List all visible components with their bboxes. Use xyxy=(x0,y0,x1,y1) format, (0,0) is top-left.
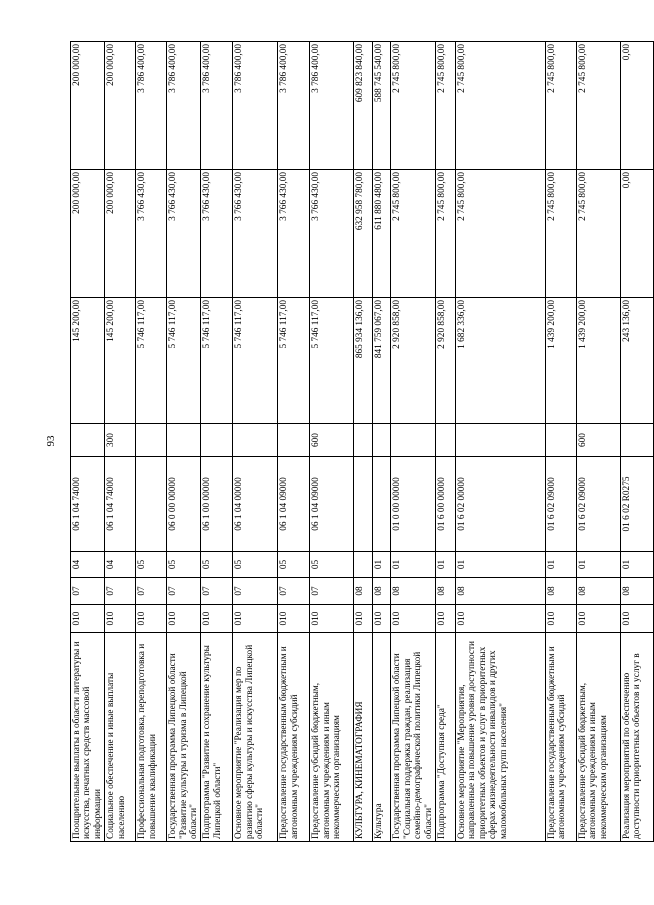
section-code: 07 xyxy=(278,578,310,605)
table-body xyxy=(71,42,654,842)
row-name: Подпрограмма "Доступная среда" xyxy=(436,633,456,842)
amount-year-2: 632 958 780,00 xyxy=(354,170,373,298)
admin-code: 010 xyxy=(201,605,233,633)
amount-year-3: 200 000,00 xyxy=(105,42,136,170)
amount-year-1: 2 920 858,00 xyxy=(436,298,456,424)
admin-code: 010 xyxy=(456,605,546,633)
row-name: Основное мероприятие "Мероприятия, направленные на повышение уровня доступности приоритетных объектов и услуг в приоритетных сферах жизнедеятельности инвалидов и других маломобильных групп населения" xyxy=(456,633,546,842)
amount-year-2: 2 745 800,00 xyxy=(391,170,436,298)
expense-type-code xyxy=(456,424,546,457)
section-code: 08 xyxy=(456,578,546,605)
section-code: 08 xyxy=(436,578,456,605)
amount-year-2: 611 880 480,00 xyxy=(373,170,391,298)
subsection-code: 05 xyxy=(278,552,310,578)
expense-type-code: 300 xyxy=(105,424,136,457)
subsection-code: 05 xyxy=(167,552,201,578)
subsection-code: 05 xyxy=(136,552,167,578)
section-code: 07 xyxy=(167,578,201,605)
subsection-code: 01 xyxy=(391,552,436,578)
amount-year-1: 5 746 117,00 xyxy=(310,298,354,424)
amount-year-3: 2 745 800,00 xyxy=(577,42,621,170)
amount-year-2: 3 766 430,00 xyxy=(167,170,201,298)
amount-year-3: 609 823 840,00 xyxy=(354,42,373,170)
table-row xyxy=(278,42,310,842)
budget-table xyxy=(70,41,654,842)
row-name: Подпрограмма "Развитие и сохранение культуры Липецкой области" xyxy=(201,633,233,842)
table-row xyxy=(577,42,621,842)
admin-code: 010 xyxy=(577,605,621,633)
amount-year-1: 5 746 117,00 xyxy=(136,298,167,424)
amount-year-2: 2 745 800,00 xyxy=(546,170,577,298)
target-item-code: 06 1 04 74000 xyxy=(71,457,105,552)
table-row xyxy=(167,42,201,842)
admin-code: 010 xyxy=(391,605,436,633)
amount-year-2: 200 000,00 xyxy=(105,170,136,298)
amount-year-1: 841 759 067,00 xyxy=(373,298,391,424)
subsection-code: 01 xyxy=(456,552,546,578)
amount-year-1: 5 746 117,00 xyxy=(167,298,201,424)
expense-type-code xyxy=(136,424,167,457)
admin-code: 010 xyxy=(136,605,167,633)
amount-year-2: 0,00 xyxy=(621,170,654,298)
admin-code: 010 xyxy=(436,605,456,633)
row-name: Предоставление субсидий бюджетным, автономным учреждениям и иным некоммерческим организациям xyxy=(577,633,621,842)
admin-code: 010 xyxy=(71,605,105,633)
amount-year-2: 200 000,00 xyxy=(71,170,105,298)
row-name: Основное мероприятие "Реализация мер по развитию сферы культуры и искусства Липецкой области" xyxy=(233,633,278,842)
row-name: Предоставление государственным бюджетным и автономным учреждениям субсидий xyxy=(546,633,577,842)
amount-year-3: 3 786 400,00 xyxy=(278,42,310,170)
amount-year-3: 3 786 400,00 xyxy=(201,42,233,170)
amount-year-3: 3 786 400,00 xyxy=(233,42,278,170)
target-item-code: 01 6 02 09000 xyxy=(546,457,577,552)
row-name: Социальное обеспечение и иные выплаты населению xyxy=(105,633,136,842)
target-item-code: 01 6 02 R0275 xyxy=(621,457,654,552)
admin-code: 010 xyxy=(278,605,310,633)
amount-year-3: 0,00 xyxy=(621,42,654,170)
amount-year-1: 5 746 117,00 xyxy=(233,298,278,424)
section-code: 07 xyxy=(136,578,167,605)
table-row xyxy=(310,42,354,842)
admin-code: 010 xyxy=(373,605,391,633)
target-item-code: 01 6 00 00000 xyxy=(436,457,456,552)
target-item-code: 01 6 02 09000 xyxy=(577,457,621,552)
row-name: Государственная программа Липецкой области "Развитие культуры и туризма в Липецкой области" xyxy=(167,633,201,842)
target-item-code xyxy=(136,457,167,552)
expense-type-code xyxy=(373,424,391,457)
table-row xyxy=(136,42,167,842)
target-item-code: 06 1 04 74000 xyxy=(105,457,136,552)
subsection-code: 05 xyxy=(310,552,354,578)
amount-year-3: 3 786 400,00 xyxy=(310,42,354,170)
amount-year-2: 3 766 430,00 xyxy=(136,170,167,298)
subsection-code: 05 xyxy=(233,552,278,578)
expense-type-code xyxy=(167,424,201,457)
subsection-code: 01 xyxy=(546,552,577,578)
expense-type-code xyxy=(436,424,456,457)
page-number: 93 xyxy=(45,435,57,447)
subsection-code: 01 xyxy=(436,552,456,578)
table-row xyxy=(456,42,546,842)
section-code: 08 xyxy=(546,578,577,605)
target-item-code xyxy=(373,457,391,552)
admin-code: 010 xyxy=(354,605,373,633)
target-item-code: 01 0 00 00000 xyxy=(391,457,436,552)
row-name: Профессиональная подготовка, переподготовка и повышение квалификации xyxy=(136,633,167,842)
subsection-code xyxy=(354,552,373,578)
amount-year-3: 2 745 800,00 xyxy=(546,42,577,170)
subsection-code: 01 xyxy=(373,552,391,578)
section-code: 08 xyxy=(621,578,654,605)
target-item-code: 06 1 04 00000 xyxy=(233,457,278,552)
expense-type-code xyxy=(391,424,436,457)
row-name: Государственная программа Липецкой области "Социальная поддержка граждан, реализация семейно-демографической политики Липецкой области" xyxy=(391,633,436,842)
amount-year-1: 2 920 858,00 xyxy=(391,298,436,424)
amount-year-2: 2 745 800,00 xyxy=(577,170,621,298)
subsection-code: 04 xyxy=(71,552,105,578)
amount-year-1: 5 746 117,00 xyxy=(278,298,310,424)
admin-code: 010 xyxy=(167,605,201,633)
table-row xyxy=(233,42,278,842)
subsection-code: 01 xyxy=(577,552,621,578)
expense-type-code xyxy=(71,424,105,457)
amount-year-2: 3 766 430,00 xyxy=(201,170,233,298)
amount-year-1: 145 200,00 xyxy=(105,298,136,424)
expense-type-code xyxy=(621,424,654,457)
table-row xyxy=(373,42,391,842)
table-row xyxy=(546,42,577,842)
amount-year-2: 3 766 430,00 xyxy=(278,170,310,298)
expense-type-code xyxy=(546,424,577,457)
section-code: 08 xyxy=(354,578,373,605)
target-item-code: 06 0 00 00000 xyxy=(167,457,201,552)
expense-type-code: 600 xyxy=(310,424,354,457)
amount-year-3: 2 745 800,00 xyxy=(436,42,456,170)
row-name: Поощрительные выплаты в области литературы и искусства, печатных средств массовой информации xyxy=(71,633,105,842)
admin-code: 010 xyxy=(310,605,354,633)
admin-code: 010 xyxy=(233,605,278,633)
amount-year-2: 3 766 430,00 xyxy=(233,170,278,298)
amount-year-3: 200 000,00 xyxy=(71,42,105,170)
amount-year-2: 2 745 800,00 xyxy=(436,170,456,298)
target-item-code: 01 6 02 00000 xyxy=(456,457,546,552)
table-row xyxy=(621,42,654,842)
target-item-code: 06 1 04 09000 xyxy=(278,457,310,552)
amount-year-3: 3 786 400,00 xyxy=(167,42,201,170)
amount-year-2: 2 745 800,00 xyxy=(456,170,546,298)
amount-year-1: 1 682 336,00 xyxy=(456,298,546,424)
amount-year-1: 145 200,00 xyxy=(71,298,105,424)
table-row xyxy=(436,42,456,842)
expense-type-code xyxy=(201,424,233,457)
amount-year-1: 1 439 200,00 xyxy=(546,298,577,424)
table-row xyxy=(201,42,233,842)
table-row xyxy=(105,42,136,842)
subsection-code: 01 xyxy=(621,552,654,578)
admin-code: 010 xyxy=(621,605,654,633)
target-item-code xyxy=(354,457,373,552)
amount-year-1: 243 136,00 xyxy=(621,298,654,424)
amount-year-1: 5 746 117,00 xyxy=(201,298,233,424)
table-row xyxy=(71,42,105,842)
subsection-code: 04 xyxy=(105,552,136,578)
amount-year-3: 2 745 800,00 xyxy=(391,42,436,170)
amount-year-3: 2 745 800,00 xyxy=(456,42,546,170)
section-code: 08 xyxy=(391,578,436,605)
amount-year-1: 865 934 136,00 xyxy=(354,298,373,424)
table-row xyxy=(391,42,436,842)
subsection-code: 05 xyxy=(201,552,233,578)
section-code: 07 xyxy=(201,578,233,605)
expense-type-code xyxy=(354,424,373,457)
row-name: Предоставление субсидий бюджетным, автономным учреждениям и иным некоммерческим организациям xyxy=(310,633,354,842)
row-name: КУЛЬТУРА, КИНЕМАТОГРАФИЯ xyxy=(354,633,373,842)
amount-year-2: 3 766 430,00 xyxy=(310,170,354,298)
amount-year-3: 588 745 540,00 xyxy=(373,42,391,170)
admin-code: 010 xyxy=(546,605,577,633)
expense-type-code: 600 xyxy=(577,424,621,457)
rotated-table-container xyxy=(70,42,643,842)
admin-code: 010 xyxy=(105,605,136,633)
expense-type-code xyxy=(233,424,278,457)
target-item-code: 06 1 00 00000 xyxy=(201,457,233,552)
section-code: 07 xyxy=(71,578,105,605)
section-code: 07 xyxy=(233,578,278,605)
row-name: Реализация мероприятий по обеспечению доступности приоритетных объектов и услуг в xyxy=(621,633,654,842)
amount-year-3: 3 786 400,00 xyxy=(136,42,167,170)
row-name: Культура xyxy=(373,633,391,842)
target-item-code: 06 1 04 09000 xyxy=(310,457,354,552)
table-row xyxy=(354,42,373,842)
amount-year-1: 1 439 200,00 xyxy=(577,298,621,424)
section-code: 07 xyxy=(105,578,136,605)
section-code: 08 xyxy=(577,578,621,605)
section-code: 07 xyxy=(310,578,354,605)
expense-type-code xyxy=(278,424,310,457)
row-name: Предоставление государственным бюджетным и автономным учреждениям субсидий xyxy=(278,633,310,842)
section-code: 08 xyxy=(373,578,391,605)
